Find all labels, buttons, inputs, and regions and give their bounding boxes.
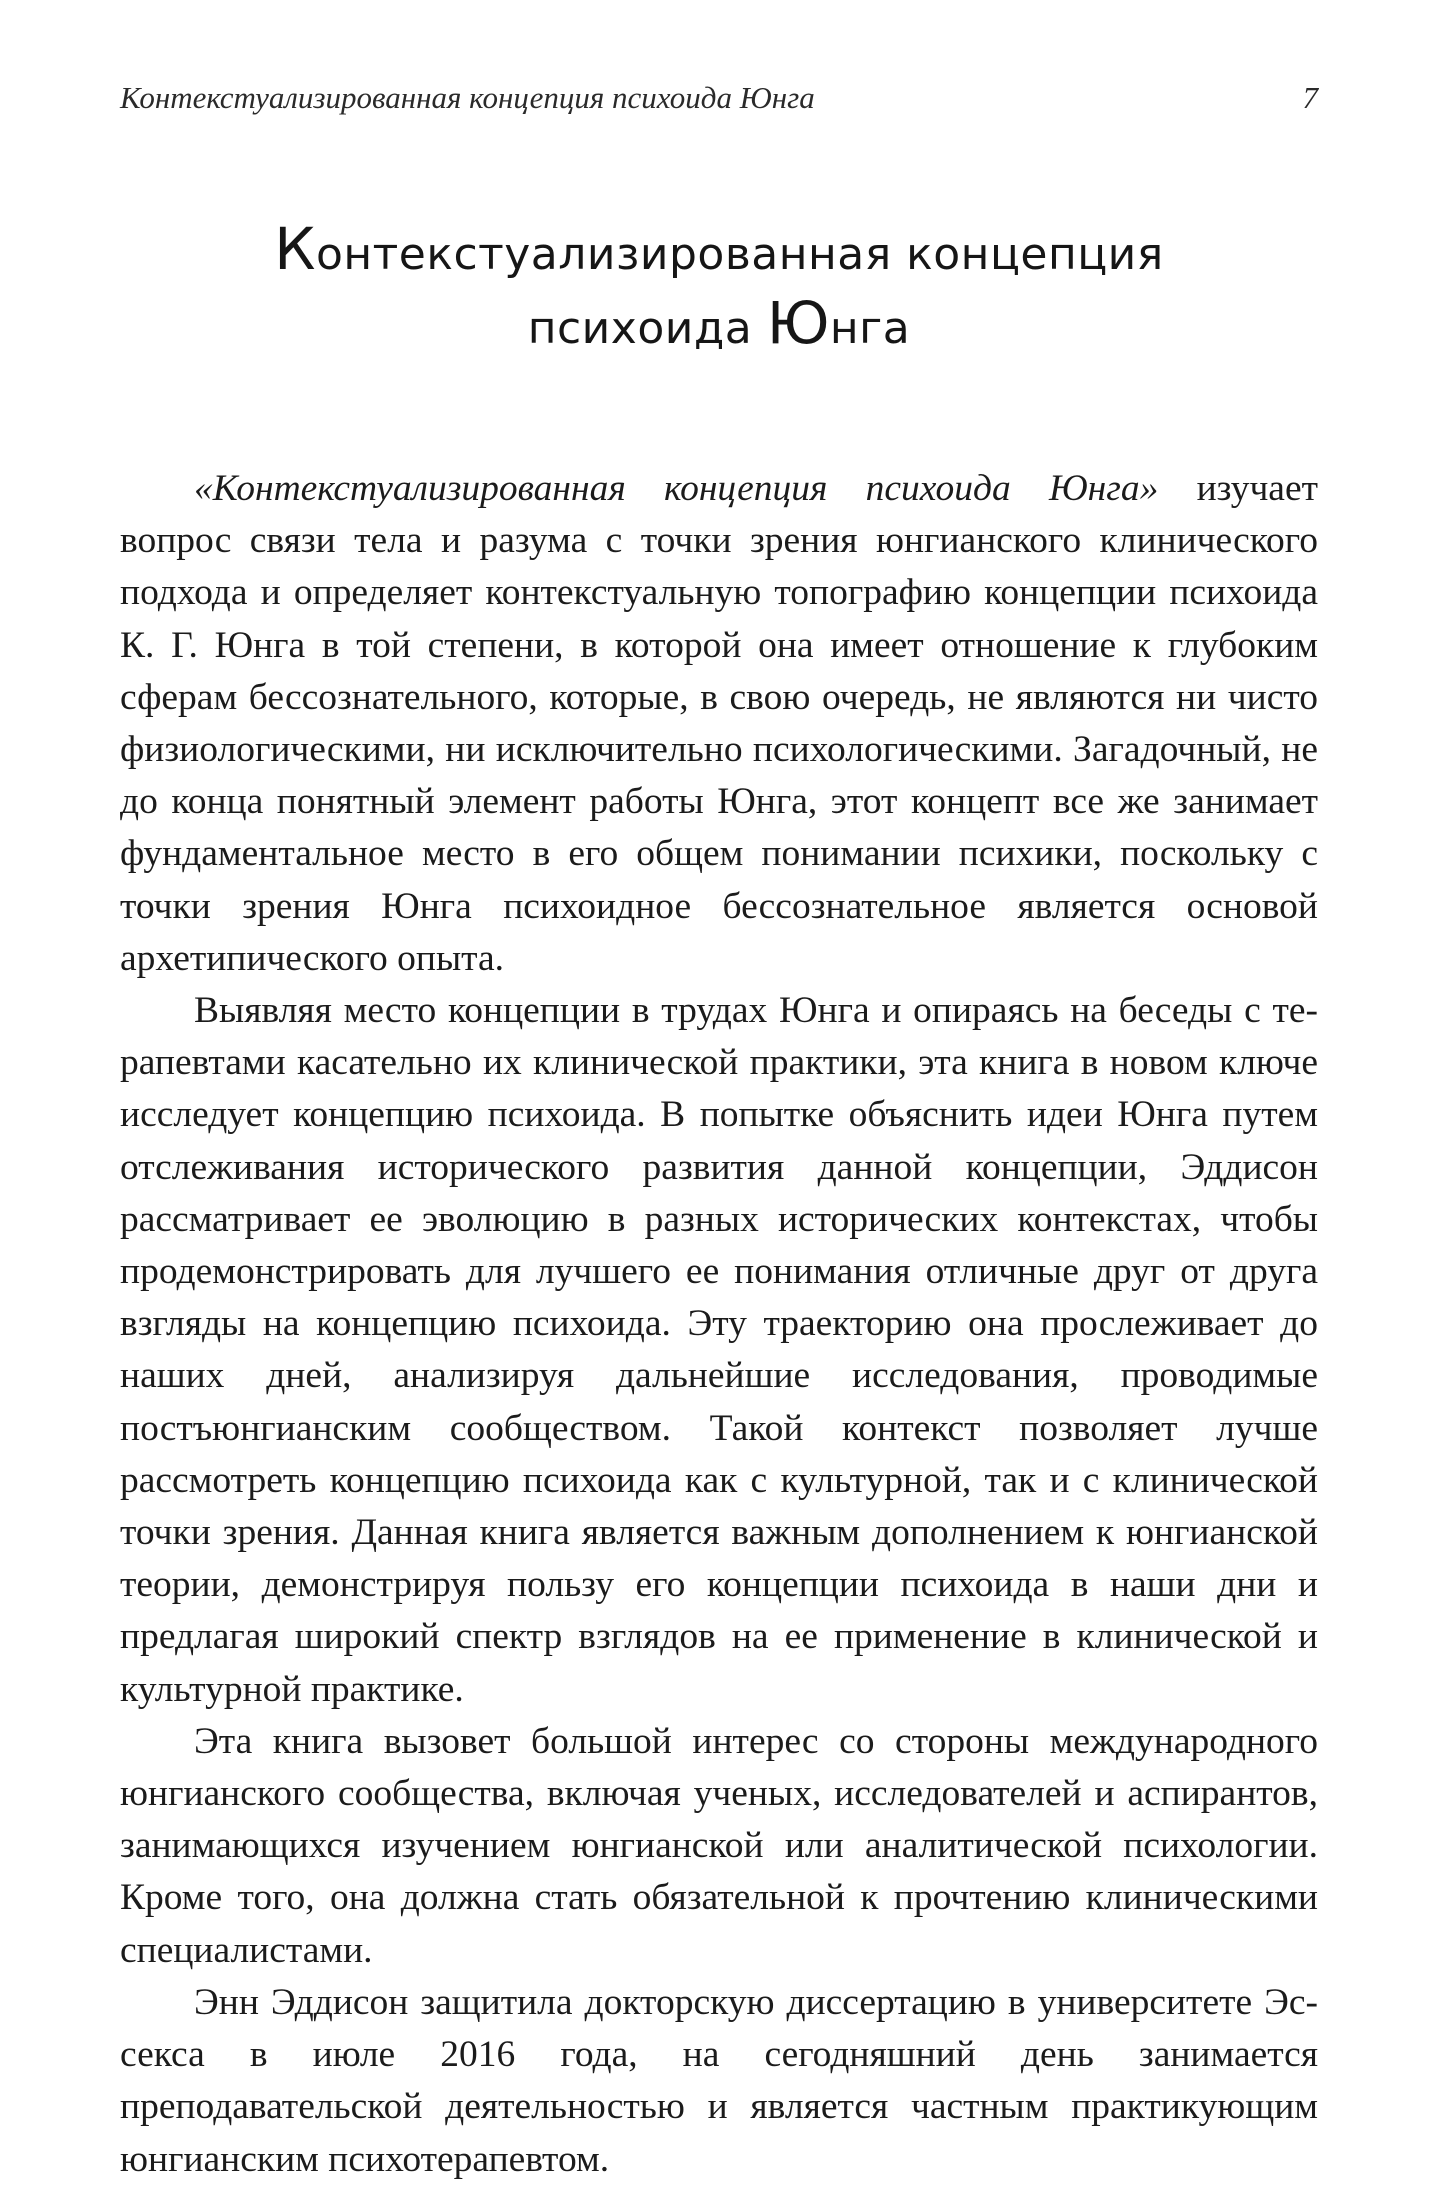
paragraph-2 — [120, 985, 1318, 1716]
running-header — [120, 80, 1318, 116]
chapter-title-line-2-rest: нга — [829, 303, 911, 354]
paragraph-1-text: изучает вопрос связи тела и разума с точки зрения юнгианского клинического подхода и определяет контекстуальную топографию концепции психоида К. Г. Юнга в той степени, в которой она имеет отношение к глубоким сферам бессознательного, которые, в свою очередь, не являются ни чисто физиологическими, ни исключительно психологическими. Загадочный, не до конца понятный элемент работы Юнга, этот концепт все же занимает фундаментальное место в его общем понимании психики, поскольку с точки зрения Юнга психоидное бессознательное является основой архетипического опыта. — [120, 468, 1318, 979]
page-number: 7 — [1302, 80, 1318, 115]
paragraph-2-text: Выявляя место концепции в трудах Юнга и опираясь на беседы с терапевтами касательно их клинической практики, эта книга в новом ключе исследует концепцию психоида. В попытке объяснить идеи Юнга путем отслеживания исторического развития данной концепции, Эддисон рассматривает ее эволюцию в разных исторических контекстах, чтобы продемонстрировать для лучшего ее понимания отличные друг от друга взгляды на концепцию психоида. Эту траекторию она прослеживает до наших дней, анализируя дальнейшие исследования, проводимые постъюнгианским сообществом. Такой контекст позволяет лучше рассмотреть концепцию психоида как с культурной, так и с клинической точки зрения. Данная книга является важным дополнением к юнгианской теории, демонстрируя пользу его концепции психоида в наши дни и предлагая широкий спектр взглядов на ее применение в клинической и культурной практике. — [120, 990, 1318, 1710]
chapter-title-line-1 — [120, 215, 1318, 292]
chapter-title-line-2 — [120, 289, 1318, 366]
paragraph-4 — [120, 1977, 1318, 2186]
paragraph-1 — [120, 463, 1318, 985]
chapter-title-initial-1: К — [274, 215, 316, 283]
chapter-title-line-2-lead: психоида — [527, 303, 767, 354]
running-title: Контекстуализированная концепция психоида Юнга — [120, 80, 815, 115]
chapter-title-line-1-rest: онтекстуализированная концепция — [315, 229, 1164, 280]
paragraph-1-italic-title: «Контекстуализированная концепция психоида Юнга» — [194, 468, 1159, 509]
chapter-title — [120, 215, 1318, 366]
paragraph-3 — [120, 1716, 1318, 1977]
chapter-title-initial-2: Ю — [766, 289, 830, 357]
paragraph-3-text: Эта книга вызовет большой интерес со стороны международного юнгианского сообщества, включая ученых, исследователей и аспирантов, занимающихся изучением юнгианской или аналитической психологии. Кроме того, она должна стать обязательной к прочтению клиническими специалистами. — [120, 1720, 1318, 1971]
paragraph-4-text: Энн Эддисон защитила докторскую диссертацию в университете Эссекса в июле 2016 года, на сегодняшний день занимается преподавательской деятельностью и является частным практикующим юнгианским психотерапевтом. — [120, 1981, 1318, 2180]
body-text — [120, 463, 1318, 2186]
